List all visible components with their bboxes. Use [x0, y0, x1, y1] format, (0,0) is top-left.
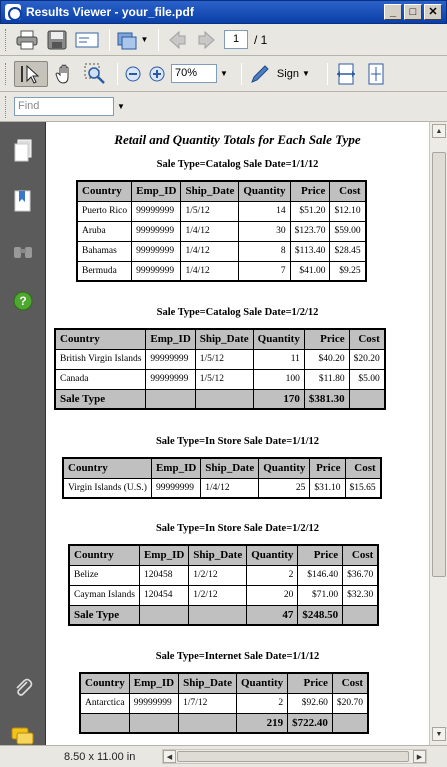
- toolbar-grip[interactable]: [5, 63, 8, 85]
- section-title: Sale Type=In Store Sale Date=1/1/12: [155, 436, 320, 447]
- table-cell: $28.45: [330, 241, 366, 261]
- column-header: Country: [55, 329, 146, 349]
- select-cursor-icon: [19, 63, 43, 85]
- toolbar-grip[interactable]: [5, 96, 8, 118]
- table-cell: 1/2/12: [189, 565, 247, 585]
- table-cell: 120454: [139, 585, 188, 605]
- table-cell: 1/4/12: [181, 241, 239, 261]
- table-row: [77, 241, 366, 261]
- column-header: Country: [63, 458, 151, 478]
- table-cell: 99999999: [129, 693, 178, 713]
- svg-text:?: ?: [19, 294, 27, 308]
- column-header: Ship_Date: [189, 545, 247, 565]
- horizontal-scroll-thumb[interactable]: [177, 751, 409, 762]
- scroll-left-button[interactable]: ◀: [163, 750, 176, 763]
- report-table: [54, 328, 386, 410]
- find-toolbar: [0, 92, 447, 122]
- page-total: / 1: [254, 32, 268, 47]
- report-title: Retail and Quantity Totals for Each Sale Type: [114, 132, 361, 147]
- next-page-button[interactable]: [194, 27, 220, 53]
- section-title: Sale Type=Internet Sale Date=1/1/12: [155, 651, 320, 662]
- total-cell: [332, 713, 368, 733]
- table-cell: 2: [236, 693, 287, 713]
- table-cell: Bahamas: [77, 241, 132, 261]
- zoom-in-icon: [148, 65, 166, 83]
- column-header: Quantity: [247, 545, 298, 565]
- column-header: Ship_Date: [181, 181, 239, 201]
- total-row: [80, 713, 368, 733]
- table-cell: $20.20: [349, 349, 385, 369]
- attachments-binoculars-button[interactable]: [10, 238, 36, 264]
- previous-page-button[interactable]: [164, 27, 190, 53]
- total-cell: [129, 713, 178, 733]
- column-header: Quantity: [236, 673, 287, 693]
- column-header: Emp_ID: [129, 673, 178, 693]
- marquee-zoom-button[interactable]: [82, 61, 108, 87]
- column-header: Emp_ID: [151, 458, 200, 478]
- scroll-down-button[interactable]: ▼: [432, 727, 446, 741]
- table-header-row: [69, 545, 378, 565]
- sign-dropdown-icon[interactable]: ▼: [301, 69, 310, 78]
- email-icon: [75, 31, 99, 49]
- hand-tool-button[interactable]: [52, 61, 78, 87]
- table-row: [55, 349, 385, 369]
- total-cell: 47: [247, 605, 298, 625]
- table-row: [77, 221, 366, 241]
- total-cell: [189, 605, 247, 625]
- column-header: Quantity: [259, 458, 310, 478]
- chevron-down-icon: ▼: [140, 35, 149, 44]
- table-row: [77, 201, 366, 221]
- table-cell: 2: [247, 565, 298, 585]
- table-row: [77, 261, 366, 281]
- table-cell: 8: [239, 241, 290, 261]
- table-cell: $11.80: [304, 369, 349, 389]
- table-cell: $71.00: [298, 585, 343, 605]
- column-header: Price: [310, 458, 345, 478]
- table-row: [69, 585, 378, 605]
- column-header: Country: [77, 181, 132, 201]
- table-cell: 30: [239, 221, 290, 241]
- column-header: Ship_Date: [195, 329, 253, 349]
- bookmark-icon: [13, 189, 33, 213]
- horizontal-scrollbar[interactable]: [162, 749, 427, 764]
- total-cell: Sale Type: [55, 389, 146, 409]
- print-icon: [16, 30, 38, 50]
- total-cell: Sale Type: [69, 605, 139, 625]
- section-title: Sale Type=Catalog Sale Date=1/2/12: [156, 307, 319, 318]
- column-header: Emp_ID: [139, 545, 188, 565]
- title-bar: [0, 0, 447, 24]
- help-button[interactable]: [10, 288, 36, 314]
- zoom-level-input[interactable]: 70%: [171, 64, 217, 83]
- email-button[interactable]: [74, 27, 100, 53]
- pages-panel-button[interactable]: [10, 138, 36, 164]
- column-header: Country: [80, 673, 129, 693]
- table-cell: 99999999: [132, 261, 181, 281]
- column-header: Cost: [330, 181, 366, 201]
- section-title: Sale Type=Catalog Sale Date=1/1/12: [156, 159, 319, 170]
- column-header: Price: [298, 545, 343, 565]
- table-row: [55, 369, 385, 389]
- save-button[interactable]: [44, 27, 70, 53]
- paperclip-icon: [12, 676, 34, 698]
- table-cell: 14: [239, 201, 290, 221]
- table-cell: $31.10: [310, 478, 345, 498]
- table-cell: Canada: [55, 369, 146, 389]
- table-cell: British Virgin Islands: [55, 349, 146, 369]
- view-toolbar: [0, 56, 447, 92]
- total-cell: [343, 605, 379, 625]
- sign-label[interactable]: Sign: [276, 67, 299, 80]
- column-header: Quantity: [253, 329, 304, 349]
- column-header: Price: [304, 329, 349, 349]
- total-cell: [179, 713, 237, 733]
- status-bar: [0, 745, 447, 767]
- table-cell: 20: [247, 585, 298, 605]
- fit-width-icon: [336, 63, 356, 85]
- find-input[interactable]: Find: [14, 97, 114, 116]
- zoom-out-button[interactable]: [123, 61, 143, 87]
- window-title: Results Viewer - your_file.pdf: [26, 5, 194, 19]
- table-cell: 99999999: [146, 349, 195, 369]
- scroll-up-button[interactable]: ▲: [432, 124, 446, 138]
- column-header: Emp_ID: [132, 181, 181, 201]
- table-cell: 1/4/12: [181, 261, 239, 281]
- column-header: Country: [69, 545, 139, 565]
- table-cell: $9.25: [330, 261, 366, 281]
- table-cell: $5.00: [349, 369, 385, 389]
- table-cell: $36.70: [343, 565, 379, 585]
- maximize-button[interactable]: □: [404, 4, 422, 20]
- table-cell: 1/5/12: [195, 369, 253, 389]
- table-cell: 99999999: [151, 478, 200, 498]
- sign-pen-button[interactable]: [247, 61, 273, 87]
- total-cell: $248.50: [298, 605, 343, 625]
- table-cell: 1/4/12: [181, 221, 239, 241]
- table-cell: 1/7/12: [179, 693, 237, 713]
- comment-icon: [11, 727, 35, 747]
- print-button[interactable]: [14, 27, 40, 53]
- column-header: Cost: [345, 458, 381, 478]
- table-cell: 1/4/12: [201, 478, 259, 498]
- navigation-pane: [0, 122, 46, 745]
- toolbar-separator: [158, 29, 159, 51]
- file-toolbar: [0, 24, 447, 56]
- table-cell: $12.10: [330, 201, 366, 221]
- report-table: [79, 672, 369, 734]
- table-cell: $92.60: [288, 693, 333, 713]
- toolbar-separator: [109, 29, 110, 51]
- zoom-marquee-icon: [84, 63, 106, 85]
- fit-width-button[interactable]: [333, 61, 359, 87]
- page-number-input[interactable]: 1: [224, 30, 248, 49]
- table-row: [63, 478, 381, 498]
- total-row: [69, 605, 378, 625]
- pen-icon: [249, 63, 271, 85]
- close-button[interactable]: ✕: [424, 4, 442, 20]
- table-cell: $146.40: [298, 565, 343, 585]
- pages-icon: [13, 139, 33, 163]
- table-row: [69, 565, 378, 585]
- table-cell: 1/5/12: [195, 349, 253, 369]
- table-cell: 1/2/12: [189, 585, 247, 605]
- table-header-row: [63, 458, 381, 478]
- column-header: Price: [288, 673, 333, 693]
- table-cell: 25: [259, 478, 310, 498]
- zoom-in-button[interactable]: [147, 61, 167, 87]
- table-header-row: [55, 329, 385, 349]
- table-header-row: [77, 181, 366, 201]
- table-cell: 120458: [139, 565, 188, 585]
- total-cell: [349, 389, 385, 409]
- table-cell: $113.40: [290, 241, 330, 261]
- table-cell: $51.20: [290, 201, 330, 221]
- binoculars-icon: [12, 241, 34, 261]
- section-title: Sale Type=In Store Sale Date=1/2/12: [155, 523, 320, 534]
- arrow-up-icon: [167, 30, 187, 50]
- table-header-row: [80, 673, 368, 693]
- table-cell: $41.00: [290, 261, 330, 281]
- total-cell: 170: [253, 389, 304, 409]
- toolbar-grip[interactable]: [5, 29, 8, 51]
- column-header: Cost: [343, 545, 379, 565]
- save-icon: [47, 30, 67, 50]
- table-cell: $15.65: [345, 478, 381, 498]
- attachments-button[interactable]: [10, 674, 36, 700]
- share-button[interactable]: [115, 27, 149, 53]
- table-cell: 99999999: [132, 221, 181, 241]
- toolbar-separator: [241, 63, 242, 85]
- total-cell: 219: [236, 713, 287, 733]
- column-header: Quantity: [239, 181, 290, 201]
- arrow-down-icon: [197, 30, 217, 50]
- total-cell: [146, 389, 195, 409]
- total-cell: [195, 389, 253, 409]
- column-header: Price: [290, 181, 330, 201]
- table-cell: 99999999: [146, 369, 195, 389]
- toolbar-separator: [327, 63, 328, 85]
- zoom-out-icon: [124, 65, 142, 83]
- column-header: Emp_ID: [146, 329, 195, 349]
- fit-page-icon: [366, 63, 386, 85]
- bookmarks-panel-button[interactable]: [10, 188, 36, 214]
- minimize-button[interactable]: _: [384, 4, 402, 20]
- scroll-right-button[interactable]: ▶: [413, 750, 426, 763]
- zoom-dropdown-icon[interactable]: ▼: [220, 69, 228, 78]
- select-tool-button[interactable]: [14, 61, 48, 87]
- table-cell: 7: [239, 261, 290, 281]
- total-cell: [139, 605, 188, 625]
- app-icon: [5, 4, 21, 20]
- column-header: Cost: [332, 673, 368, 693]
- hand-icon: [54, 63, 76, 85]
- column-header: Cost: [349, 329, 385, 349]
- table-cell: Cayman Islands: [69, 585, 139, 605]
- table-cell: $40.20: [304, 349, 349, 369]
- report-table: [68, 544, 379, 626]
- table-cell: Bermuda: [77, 261, 132, 281]
- toolbar-separator: [117, 63, 118, 85]
- table-cell: Virgin Islands (U.S.): [63, 478, 151, 498]
- column-header: Ship_Date: [201, 458, 259, 478]
- page-size-label: 8.50 x 11.00 in: [64, 750, 136, 763]
- table-cell: 11: [253, 349, 304, 369]
- table-cell: $32.30: [343, 585, 379, 605]
- total-cell: [80, 713, 129, 733]
- fit-page-button[interactable]: [363, 61, 389, 87]
- help-icon: [12, 290, 34, 312]
- table-cell: Puerto Rico: [77, 201, 132, 221]
- total-cell: $381.30: [304, 389, 349, 409]
- vertical-scrollbar[interactable]: [429, 122, 447, 745]
- total-row: [55, 389, 385, 409]
- table-cell: 1/5/12: [181, 201, 239, 221]
- total-cell: $722.40: [288, 713, 333, 733]
- table-cell: 99999999: [132, 241, 181, 261]
- table-cell: Belize: [69, 565, 139, 585]
- vertical-scroll-thumb[interactable]: [432, 152, 446, 577]
- table-row: [80, 693, 368, 713]
- report-table: [62, 457, 382, 499]
- table-cell: 99999999: [132, 201, 181, 221]
- document-view[interactable]: [46, 122, 429, 745]
- find-dropdown-icon[interactable]: ▼: [117, 102, 125, 111]
- share-icon: [116, 29, 138, 51]
- table-cell: $123.70: [290, 221, 330, 241]
- table-cell: $20.70: [332, 693, 368, 713]
- table-cell: $59.00: [330, 221, 366, 241]
- report-table: [76, 180, 367, 282]
- table-cell: Antarctica: [80, 693, 129, 713]
- table-cell: 100: [253, 369, 304, 389]
- column-header: Ship_Date: [179, 673, 237, 693]
- table-cell: Aruba: [77, 221, 132, 241]
